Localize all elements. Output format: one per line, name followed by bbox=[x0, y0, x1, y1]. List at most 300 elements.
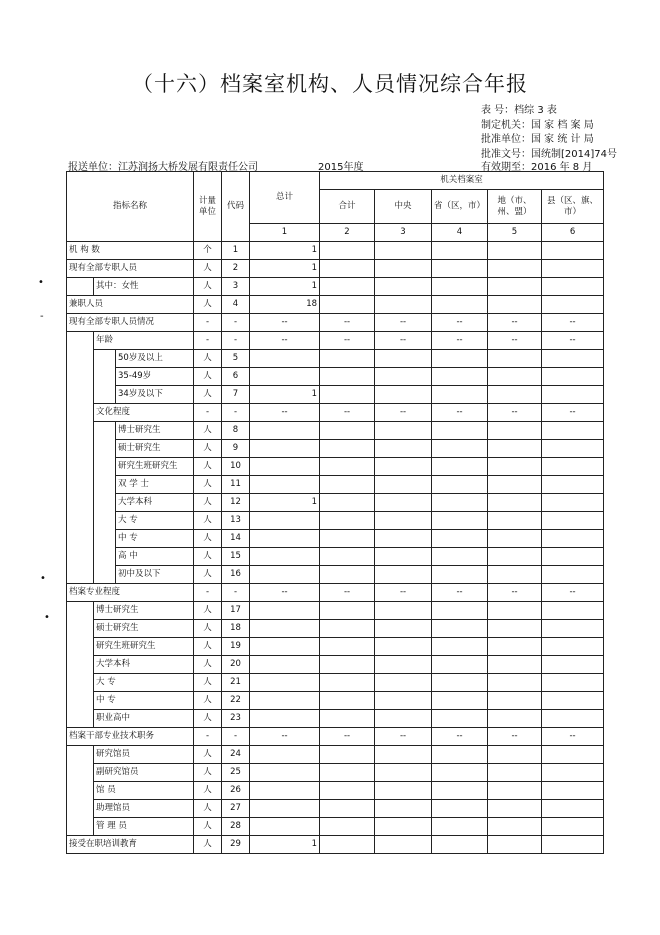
archive-cell bbox=[320, 350, 375, 368]
unit-cell: 人 bbox=[194, 566, 222, 584]
archive-cell bbox=[542, 476, 604, 494]
total-cell bbox=[250, 782, 320, 800]
archive-cell bbox=[488, 476, 542, 494]
total-cell: 18 bbox=[250, 296, 320, 314]
archive-cell bbox=[432, 746, 488, 764]
archive-cell bbox=[488, 242, 542, 260]
archive-cell bbox=[488, 566, 542, 584]
table-number: 表 号：档综 3 表 bbox=[481, 105, 557, 116]
archive-cell bbox=[488, 422, 542, 440]
archive-cell bbox=[432, 278, 488, 296]
code-cell: 29 bbox=[222, 836, 250, 854]
indent-cell bbox=[67, 404, 94, 422]
archive-cell bbox=[542, 764, 604, 782]
code-cell: 23 bbox=[222, 710, 250, 728]
archive-cell bbox=[375, 278, 432, 296]
archive-cell bbox=[542, 494, 604, 512]
archive-cell bbox=[320, 566, 375, 584]
indicator-name: 35-49岁 bbox=[116, 368, 194, 386]
archive-cell bbox=[320, 530, 375, 548]
indent-cell bbox=[94, 530, 116, 548]
archive-cell bbox=[432, 674, 488, 692]
indicator-name: 高 中 bbox=[116, 548, 194, 566]
archive-cell bbox=[542, 836, 604, 854]
header-county: 县（区、旗、市） bbox=[542, 190, 604, 224]
code-cell: 28 bbox=[222, 818, 250, 836]
table-row bbox=[67, 404, 604, 422]
unit-cell: 人 bbox=[194, 296, 222, 314]
indent-cell bbox=[67, 710, 94, 728]
archive-cell bbox=[320, 368, 375, 386]
indent-cell bbox=[94, 476, 116, 494]
indent-cell bbox=[67, 638, 94, 656]
archive-cell: -- bbox=[432, 728, 488, 746]
indicator-name: 馆 员 bbox=[94, 782, 194, 800]
archive-cell bbox=[432, 692, 488, 710]
code-cell: - bbox=[222, 584, 250, 602]
archive-cell bbox=[320, 692, 375, 710]
archive-cell bbox=[542, 566, 604, 584]
code-cell: 2 bbox=[222, 260, 250, 278]
archive-cell bbox=[375, 548, 432, 566]
total-cell: 1 bbox=[250, 836, 320, 854]
code-cell: 15 bbox=[222, 548, 250, 566]
unit-cell: 人 bbox=[194, 476, 222, 494]
archive-cell bbox=[542, 422, 604, 440]
archive-cell bbox=[320, 512, 375, 530]
table-row bbox=[67, 836, 604, 854]
reporting-unit: 报送单位：江苏润扬大桥发展有限责任公司 bbox=[68, 162, 258, 173]
indent-cell bbox=[94, 422, 116, 440]
indicator-name: 文化程度 bbox=[94, 404, 194, 422]
archive-cell bbox=[488, 494, 542, 512]
indent-cell bbox=[94, 458, 116, 476]
total-cell: -- bbox=[250, 728, 320, 746]
total-cell bbox=[250, 674, 320, 692]
report-year: 2015年度 bbox=[318, 162, 364, 173]
archive-cell bbox=[542, 692, 604, 710]
unit-cell: 人 bbox=[194, 386, 222, 404]
table-row bbox=[67, 584, 604, 602]
indicator-name: 档案专业程度 bbox=[67, 584, 194, 602]
indicator-name: 现有全部专职人员 bbox=[67, 260, 194, 278]
archive-cell: -- bbox=[375, 728, 432, 746]
archive-cell bbox=[542, 458, 604, 476]
total-cell bbox=[250, 818, 320, 836]
archive-cell bbox=[320, 278, 375, 296]
archive-cell bbox=[432, 566, 488, 584]
unit-cell: 人 bbox=[194, 818, 222, 836]
archive-cell bbox=[375, 710, 432, 728]
indicator-name: 大学本科 bbox=[94, 656, 194, 674]
code-cell: - bbox=[222, 314, 250, 332]
code-cell: 13 bbox=[222, 512, 250, 530]
archive-cell bbox=[542, 350, 604, 368]
archive-cell bbox=[542, 530, 604, 548]
indent-cell bbox=[67, 782, 94, 800]
total-cell bbox=[250, 458, 320, 476]
indicator-name: 双 学 士 bbox=[116, 476, 194, 494]
archive-cell: -- bbox=[432, 332, 488, 350]
total-cell: 1 bbox=[250, 260, 320, 278]
form-meta bbox=[481, 104, 617, 162]
code-cell: 8 bbox=[222, 422, 250, 440]
table-row bbox=[67, 440, 604, 458]
total-cell: -- bbox=[250, 314, 320, 332]
indent-cell bbox=[67, 386, 94, 404]
indicator-name: 研究生班研究生 bbox=[116, 458, 194, 476]
unit-cell: 人 bbox=[194, 422, 222, 440]
code-cell: 18 bbox=[222, 620, 250, 638]
indent-cell bbox=[67, 674, 94, 692]
table-row bbox=[67, 368, 604, 386]
archive-cell bbox=[375, 422, 432, 440]
indent-cell bbox=[67, 494, 94, 512]
indicator-name: 现有全部专职人员情况 bbox=[67, 314, 194, 332]
archive-cell bbox=[320, 620, 375, 638]
unit-cell: 人 bbox=[194, 440, 222, 458]
indent-cell bbox=[67, 764, 94, 782]
unit-cell: 人 bbox=[194, 764, 222, 782]
archive-cell bbox=[375, 458, 432, 476]
archive-cell bbox=[542, 278, 604, 296]
archive-cell bbox=[375, 692, 432, 710]
indent-cell bbox=[67, 548, 94, 566]
archive-cell bbox=[488, 260, 542, 278]
archive-cell bbox=[488, 674, 542, 692]
archive-cell bbox=[488, 620, 542, 638]
archive-cell bbox=[542, 800, 604, 818]
unit-cell: 个 bbox=[194, 242, 222, 260]
archive-cell bbox=[375, 530, 432, 548]
unit-cell: 人 bbox=[194, 656, 222, 674]
unit-cell: 人 bbox=[194, 602, 222, 620]
unit-cell: 人 bbox=[194, 278, 222, 296]
code-cell: 9 bbox=[222, 440, 250, 458]
archive-cell: -- bbox=[542, 314, 604, 332]
archive-cell bbox=[432, 422, 488, 440]
indicator-name: 博士研究生 bbox=[94, 602, 194, 620]
archive-cell bbox=[375, 800, 432, 818]
archive-cell bbox=[375, 440, 432, 458]
archive-cell bbox=[432, 260, 488, 278]
unit-cell: - bbox=[194, 314, 222, 332]
archive-cell bbox=[432, 494, 488, 512]
header-province: 省（区，市） bbox=[432, 190, 488, 224]
unit-cell: 人 bbox=[194, 710, 222, 728]
table-row bbox=[67, 818, 604, 836]
table-row bbox=[67, 314, 604, 332]
indicator-name: 中 专 bbox=[94, 692, 194, 710]
archive-cell bbox=[432, 710, 488, 728]
total-cell: 1 bbox=[250, 494, 320, 512]
total-cell bbox=[250, 746, 320, 764]
archive-cell bbox=[320, 710, 375, 728]
margin-mark: - bbox=[40, 311, 44, 322]
code-cell: - bbox=[222, 728, 250, 746]
archive-cell bbox=[320, 386, 375, 404]
archive-cell bbox=[542, 602, 604, 620]
archive-cell: -- bbox=[432, 314, 488, 332]
table-row bbox=[67, 800, 604, 818]
archive-cell bbox=[488, 602, 542, 620]
table-row bbox=[67, 728, 604, 746]
table-row bbox=[67, 656, 604, 674]
table-row bbox=[67, 476, 604, 494]
indent-cell bbox=[67, 800, 94, 818]
archive-cell: -- bbox=[320, 404, 375, 422]
archive-cell bbox=[488, 350, 542, 368]
table-row bbox=[67, 350, 604, 368]
table-row bbox=[67, 764, 604, 782]
archive-cell bbox=[488, 548, 542, 566]
archive-cell: -- bbox=[320, 332, 375, 350]
archive-cell bbox=[432, 440, 488, 458]
archive-cell bbox=[375, 368, 432, 386]
margin-mark: • bbox=[44, 612, 50, 623]
table-row bbox=[67, 746, 604, 764]
code-cell: 27 bbox=[222, 800, 250, 818]
unit-cell: 人 bbox=[194, 836, 222, 854]
archive-cell: -- bbox=[488, 728, 542, 746]
indicator-name: 副研究馆员 bbox=[94, 764, 194, 782]
indicator-name: 兼职人员 bbox=[67, 296, 194, 314]
unit-cell: 人 bbox=[194, 800, 222, 818]
indicator-name: 50岁及以上 bbox=[116, 350, 194, 368]
archive-cell bbox=[375, 638, 432, 656]
indicator-name: 机 构 数 bbox=[67, 242, 194, 260]
archive-cell bbox=[542, 782, 604, 800]
indent-cell bbox=[67, 692, 94, 710]
archive-cell bbox=[375, 656, 432, 674]
archive-cell bbox=[488, 818, 542, 836]
table-row bbox=[67, 260, 604, 278]
archive-cell bbox=[320, 782, 375, 800]
archive-cell bbox=[542, 818, 604, 836]
archive-cell bbox=[488, 458, 542, 476]
indent-cell bbox=[67, 368, 94, 386]
archive-cell bbox=[375, 674, 432, 692]
unit-cell: 人 bbox=[194, 782, 222, 800]
indicator-name: 大 专 bbox=[116, 512, 194, 530]
indicator-name: 管 理 员 bbox=[94, 818, 194, 836]
indent-cell bbox=[67, 458, 94, 476]
indent-cell bbox=[67, 602, 94, 620]
archive-cell bbox=[488, 782, 542, 800]
archive-cell: -- bbox=[488, 404, 542, 422]
archive-cell bbox=[488, 368, 542, 386]
archive-cell bbox=[488, 440, 542, 458]
archive-cell bbox=[432, 512, 488, 530]
margin-mark: • bbox=[40, 573, 46, 584]
archive-cell bbox=[375, 386, 432, 404]
indicator-name: 博士研究生 bbox=[116, 422, 194, 440]
indent-cell bbox=[67, 476, 94, 494]
code-cell: 22 bbox=[222, 692, 250, 710]
archive-cell: -- bbox=[432, 584, 488, 602]
table-row bbox=[67, 692, 604, 710]
col-number: 4 bbox=[432, 224, 488, 242]
total-cell bbox=[250, 368, 320, 386]
unit-cell: 人 bbox=[194, 746, 222, 764]
archive-cell bbox=[432, 530, 488, 548]
code-cell: 6 bbox=[222, 368, 250, 386]
code-cell: 4 bbox=[222, 296, 250, 314]
table-row bbox=[67, 638, 604, 656]
archive-cell bbox=[375, 746, 432, 764]
archive-cell: -- bbox=[320, 584, 375, 602]
unit-cell: 人 bbox=[194, 674, 222, 692]
archive-cell bbox=[320, 836, 375, 854]
indicator-name: 助理馆员 bbox=[94, 800, 194, 818]
indicator-name: 大 专 bbox=[94, 674, 194, 692]
archive-cell bbox=[375, 566, 432, 584]
table-row bbox=[67, 602, 604, 620]
archive-cell bbox=[488, 530, 542, 548]
table-row bbox=[67, 296, 604, 314]
archive-cell bbox=[488, 638, 542, 656]
archive-cell bbox=[432, 368, 488, 386]
archive-cell bbox=[488, 278, 542, 296]
table-row bbox=[67, 782, 604, 800]
code-cell: 3 bbox=[222, 278, 250, 296]
total-cell bbox=[250, 620, 320, 638]
archive-cell bbox=[488, 710, 542, 728]
total-cell: -- bbox=[250, 404, 320, 422]
archive-cell bbox=[542, 674, 604, 692]
unit-cell: 人 bbox=[194, 458, 222, 476]
code-cell: 7 bbox=[222, 386, 250, 404]
archive-cell bbox=[375, 620, 432, 638]
indicator-name: 研究馆员 bbox=[94, 746, 194, 764]
archive-cell bbox=[542, 296, 604, 314]
archive-cell bbox=[432, 458, 488, 476]
header-prefecture: 地（市、州、盟） bbox=[488, 190, 542, 224]
archive-cell bbox=[375, 836, 432, 854]
total-cell bbox=[250, 566, 320, 584]
archive-cell bbox=[320, 458, 375, 476]
indent-cell bbox=[94, 350, 116, 368]
total-cell: 1 bbox=[250, 278, 320, 296]
total-cell: 1 bbox=[250, 242, 320, 260]
archive-cell bbox=[542, 386, 604, 404]
indicator-name: 初中及以下 bbox=[116, 566, 194, 584]
indent-cell bbox=[67, 350, 94, 368]
code-cell: 26 bbox=[222, 782, 250, 800]
archive-cell bbox=[432, 836, 488, 854]
indent-cell bbox=[67, 656, 94, 674]
total-cell bbox=[250, 512, 320, 530]
archive-cell bbox=[375, 260, 432, 278]
code-cell: 24 bbox=[222, 746, 250, 764]
report-table bbox=[66, 171, 604, 854]
code-cell: 20 bbox=[222, 656, 250, 674]
archive-cell bbox=[320, 548, 375, 566]
total-cell bbox=[250, 350, 320, 368]
archive-cell: -- bbox=[488, 584, 542, 602]
unit-cell: 人 bbox=[194, 368, 222, 386]
archive-cell: -- bbox=[542, 584, 604, 602]
total-cell bbox=[250, 710, 320, 728]
archive-cell: -- bbox=[320, 728, 375, 746]
table-row bbox=[67, 278, 604, 296]
total-cell bbox=[250, 638, 320, 656]
archive-cell bbox=[320, 296, 375, 314]
indicator-name: 中 专 bbox=[116, 530, 194, 548]
total-cell bbox=[250, 656, 320, 674]
header-central: 中央 bbox=[375, 190, 432, 224]
archive-cell bbox=[320, 656, 375, 674]
archive-cell bbox=[432, 602, 488, 620]
code-cell: 10 bbox=[222, 458, 250, 476]
archive-cell bbox=[432, 782, 488, 800]
indent-cell bbox=[67, 818, 94, 836]
indicator-name: 其中：女性 bbox=[94, 278, 194, 296]
archive-cell bbox=[375, 818, 432, 836]
archive-cell bbox=[488, 800, 542, 818]
indent-cell bbox=[94, 386, 116, 404]
indent-cell bbox=[67, 620, 94, 638]
archive-cell: -- bbox=[320, 314, 375, 332]
archive-cell bbox=[320, 494, 375, 512]
archive-cell bbox=[432, 386, 488, 404]
archive-cell bbox=[320, 638, 375, 656]
archive-cell bbox=[432, 242, 488, 260]
archive-cell bbox=[488, 656, 542, 674]
unit-cell: - bbox=[194, 332, 222, 350]
unit-cell: 人 bbox=[194, 692, 222, 710]
total-cell bbox=[250, 548, 320, 566]
archive-cell bbox=[432, 620, 488, 638]
indicator-name: 硕士研究生 bbox=[116, 440, 194, 458]
header-archive: 机关档案室 bbox=[320, 172, 604, 190]
header-unit: 计量单位 bbox=[194, 172, 222, 242]
unit-cell: - bbox=[194, 728, 222, 746]
table-row bbox=[67, 512, 604, 530]
archive-cell bbox=[432, 296, 488, 314]
archive-cell bbox=[375, 512, 432, 530]
header-total: 总计 bbox=[250, 172, 320, 224]
archive-cell bbox=[375, 296, 432, 314]
archive-cell: -- bbox=[375, 404, 432, 422]
table-row bbox=[67, 332, 604, 350]
unit-cell: 人 bbox=[194, 530, 222, 548]
table-row bbox=[67, 710, 604, 728]
indicator-name: 接受在职培训教育 bbox=[67, 836, 194, 854]
indent-cell bbox=[67, 422, 94, 440]
indicator-name: 硕士研究生 bbox=[94, 620, 194, 638]
archive-cell bbox=[375, 242, 432, 260]
indent-cell bbox=[67, 746, 94, 764]
total-cell: 1 bbox=[250, 386, 320, 404]
unit-cell: 人 bbox=[194, 620, 222, 638]
indicator-name: 大学本科 bbox=[116, 494, 194, 512]
archive-cell bbox=[488, 836, 542, 854]
code-cell: 1 bbox=[222, 242, 250, 260]
archive-cell bbox=[375, 764, 432, 782]
report-title: （十六）档案室机构、人员情况综合年报 bbox=[132, 72, 528, 96]
archive-cell bbox=[488, 296, 542, 314]
table-row bbox=[67, 620, 604, 638]
archive-cell bbox=[542, 440, 604, 458]
archive-cell bbox=[320, 242, 375, 260]
indent-cell bbox=[67, 332, 94, 350]
archive-cell bbox=[542, 656, 604, 674]
header-subtotal: 合计 bbox=[320, 190, 375, 224]
archive-cell bbox=[488, 386, 542, 404]
archive-cell bbox=[320, 422, 375, 440]
code-cell: 14 bbox=[222, 530, 250, 548]
